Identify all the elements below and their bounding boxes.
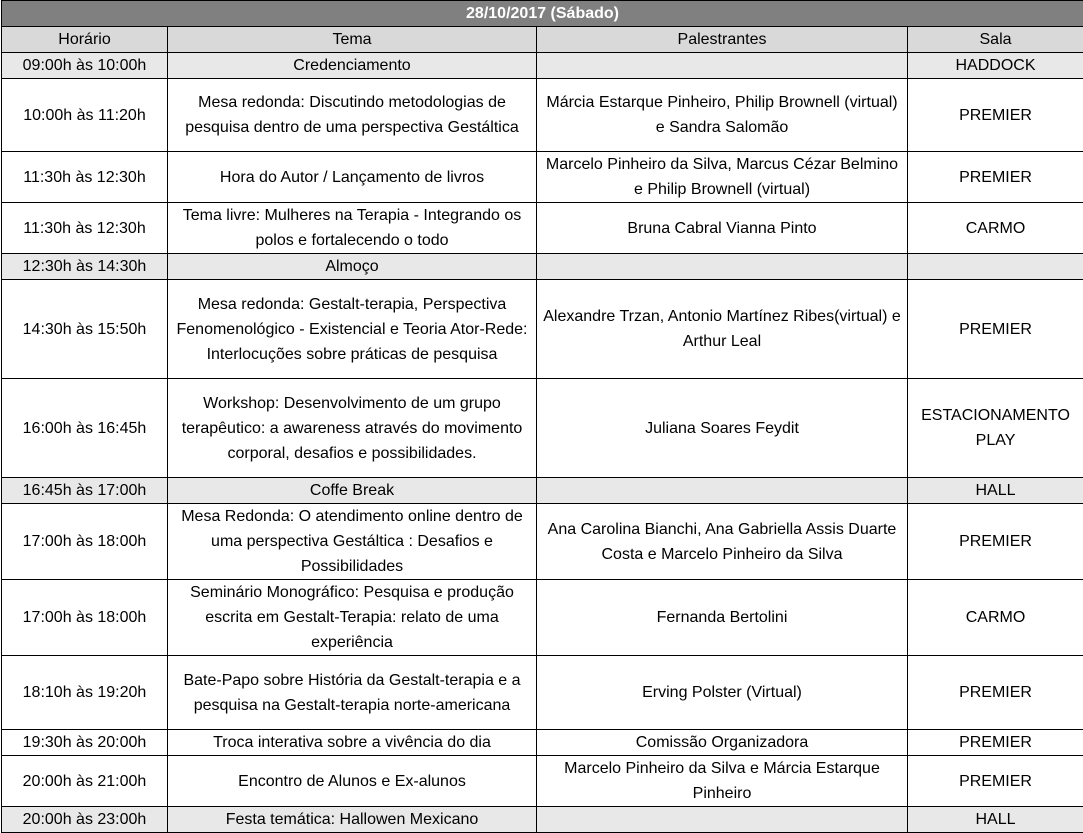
cell-room: HALL (908, 478, 1083, 504)
cell-topic: Almoço (168, 254, 537, 280)
table-row (2, 203, 1083, 254)
table-row (2, 79, 1083, 152)
cell-topic: Festa temática: Hallowen Mexicano (168, 807, 537, 833)
cell-time: 11:30h às 12:30h (2, 152, 168, 203)
cell-topic: Mesa redonda: Gestalt-terapia, Perspectiva Fenomenológico - Existencial e Teoria Ator-Rede: Interlocuções sobre práticas de pesquisa (168, 280, 537, 379)
cell-speakers: Marcelo Pinheiro da Silva e Márcia Estarque Pinheiro (537, 756, 908, 807)
cell-room: HADDOCK (908, 53, 1083, 79)
cell-time: 18:10h às 19:20h (2, 656, 168, 730)
schedule-table (1, 0, 1083, 833)
cell-room: PREMIER (908, 504, 1083, 580)
cell-speakers (537, 53, 908, 79)
cell-room: CARMO (908, 203, 1083, 254)
cell-speakers: Comissão Organizadora (537, 730, 908, 756)
cell-topic: Encontro de Alunos e Ex-alunos (168, 756, 537, 807)
cell-room: HALL (908, 807, 1083, 833)
cell-topic: Workshop: Desenvolvimento de um grupo terapêutico: a awareness através do movimento corporal, desafios e possibilidades. (168, 379, 537, 478)
table-row (2, 656, 1083, 730)
cell-time: 16:45h às 17:00h (2, 478, 168, 504)
schedule-title: 28/10/2017 (Sábado) (2, 1, 1083, 27)
header-room: Sala (908, 27, 1083, 53)
table-row (2, 807, 1083, 833)
cell-speakers: Márcia Estarque Pinheiro, Philip Brownell (virtual) e Sandra Salomão (537, 79, 908, 152)
table-row (2, 478, 1083, 504)
cell-speakers: Bruna Cabral Vianna Pinto (537, 203, 908, 254)
cell-time: 14:30h às 15:50h (2, 280, 168, 379)
table-row (2, 254, 1083, 280)
cell-room: ESTACIONAMENTO PLAY (908, 379, 1083, 478)
cell-time: 16:00h às 16:45h (2, 379, 168, 478)
table-row (2, 580, 1083, 656)
cell-speakers: Ana Carolina Bianchi, Ana Gabriella Assis Duarte Costa e Marcelo Pinheiro da Silva (537, 504, 908, 580)
table-row (2, 280, 1083, 379)
cell-topic: Tema livre: Mulheres na Terapia - Integrando os polos e fortalecendo o todo (168, 203, 537, 254)
cell-topic: Credenciamento (168, 53, 537, 79)
cell-time: 12:30h às 14:30h (2, 254, 168, 280)
cell-time: 09:00h às 10:00h (2, 53, 168, 79)
cell-room: CARMO (908, 580, 1083, 656)
table-row (2, 152, 1083, 203)
header-row (2, 27, 1083, 53)
cell-time: 20:00h às 21:00h (2, 756, 168, 807)
cell-topic: Mesa redonda: Discutindo metodologias de pesquisa dentro de uma perspectiva Gestáltica (168, 79, 537, 152)
cell-time: 20:00h às 23:00h (2, 807, 168, 833)
cell-speakers (537, 254, 908, 280)
table-row (2, 504, 1083, 580)
cell-speakers: Erving Polster (Virtual) (537, 656, 908, 730)
title-row (2, 1, 1083, 27)
table-row (2, 53, 1083, 79)
header-speakers: Palestrantes (537, 27, 908, 53)
table-row (2, 379, 1083, 478)
cell-topic: Mesa Redonda: O atendimento online dentro de uma perspectiva Gestáltica : Desafios e Possibilidades (168, 504, 537, 580)
header-time: Horário (2, 27, 168, 53)
cell-topic: Seminário Monográfico: Pesquisa e produção escrita em Gestalt-Terapia: relato de uma experiência (168, 580, 537, 656)
cell-room: PREMIER (908, 280, 1083, 379)
cell-time: 19:30h às 20:00h (2, 730, 168, 756)
cell-speakers: Juliana Soares Feydit (537, 379, 908, 478)
cell-topic: Coffe Break (168, 478, 537, 504)
cell-topic: Troca interativa sobre a vivência do dia (168, 730, 537, 756)
cell-room: PREMIER (908, 656, 1083, 730)
table-row (2, 756, 1083, 807)
table-row (2, 730, 1083, 756)
cell-topic: Hora do Autor / Lançamento de livros (168, 152, 537, 203)
header-topic: Tema (168, 27, 537, 53)
cell-speakers (537, 807, 908, 833)
cell-time: 11:30h às 12:30h (2, 203, 168, 254)
cell-speakers: Marcelo Pinheiro da Silva, Marcus Cézar Belmino e Philip Brownell (virtual) (537, 152, 908, 203)
cell-room: PREMIER (908, 152, 1083, 203)
cell-speakers: Alexandre Trzan, Antonio Martínez Ribes(virtual) e Arthur Leal (537, 280, 908, 379)
cell-time: 17:00h às 18:00h (2, 504, 168, 580)
cell-topic: Bate-Papo sobre História da Gestalt-terapia e a pesquisa na Gestalt-terapia norte-americana (168, 656, 537, 730)
cell-room (908, 254, 1083, 280)
cell-room: PREMIER (908, 756, 1083, 807)
cell-room: PREMIER (908, 79, 1083, 152)
cell-speakers (537, 478, 908, 504)
cell-time: 10:00h às 11:20h (2, 79, 168, 152)
cell-room: PREMIER (908, 730, 1083, 756)
cell-speakers: Fernanda Bertolini (537, 580, 908, 656)
cell-time: 17:00h às 18:00h (2, 580, 168, 656)
